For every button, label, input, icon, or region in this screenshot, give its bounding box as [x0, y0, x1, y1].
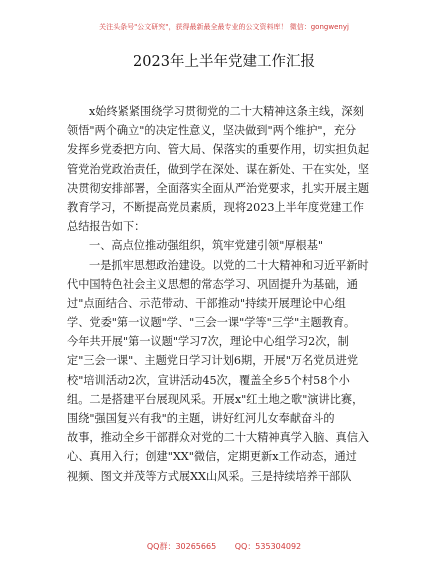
- body-line: 组。二是搭建平台展现风采。开展x"红土地之歌"演讲比赛，: [67, 392, 364, 406]
- body-line: 围绕"强国复兴有我"的主题，讲好红河儿女奉献奋斗的: [67, 412, 335, 425]
- body-line: 心、真用入行；创建"XX"微信，定期更新x工作动态，通过: [67, 450, 357, 464]
- body-line: 领悟"两个确立"的决定性意义，坚决做到"两个维护"，充分: [67, 124, 357, 138]
- footer-qq: QQ：535304092: [234, 542, 302, 551]
- body-line: 过"点面结合、示范带动、干部推动"持续开展理论中心组: [67, 296, 346, 310]
- body-line: 定"三会一课"、主题党日学习计划6期，开展"万名党员进党: [67, 354, 359, 368]
- body-line: x始终紧紧围绕学习贯彻党的二十大精神这条主线，深刻: [89, 105, 364, 118]
- body-line: 今年共开展"第一议题"学习7次，理论中心组学习2次，制: [67, 335, 349, 349]
- body-line: 校"培训活动2次，宣讲活动45次，覆盖全乡5个村58个小: [67, 373, 350, 387]
- document-body: [67, 102, 392, 486]
- body-line: 决贯彻安排部署，全面落实全面从严治党要求，扎实开展主题: [67, 181, 370, 195]
- body-line: 故事，推动全乡干部群众对党的二十大精神真学入脑、真信入: [67, 431, 370, 445]
- header-banner: 关注头条号"公文研究"，获得最新最全最专业的公文资料库！ 微信：gongwenyj: [99, 23, 349, 31]
- document-title: 2023年上半年党建工作汇报: [133, 54, 315, 70]
- section-heading: 一、高点位推动强组织，筑牢党建引领"厚根基": [89, 239, 324, 253]
- footer-qq-group: QQ群：30265665: [146, 542, 217, 551]
- body-line: 教育学习，不断提高党员素质，现将2023上半年度党建工作: [67, 200, 364, 214]
- body-line: 一是抓牢思想政治建设。以党的二十大精神和习近平新时: [89, 258, 369, 272]
- body-line: 管党治党政治责任，做到学在深处、谋在新处、干在实处，坚: [67, 162, 370, 176]
- body-line: 学、党委"第一议题"学、"三会一课"学等"三学"主题教育。: [67, 316, 356, 330]
- body-line: 发挥乡党委把方向、管大局、保落实的重要作用，切实担负起: [67, 143, 370, 157]
- footer-banner: [0, 541, 448, 552]
- body-line: 代中国特色社会主义思想的常态学习、巩固提升为基础，通: [67, 277, 358, 291]
- body-line: 总结报告如下：: [67, 220, 146, 234]
- body-line: 视频、图文并茂等方式展XX山风采。三是持续培养干部队: [67, 469, 352, 483]
